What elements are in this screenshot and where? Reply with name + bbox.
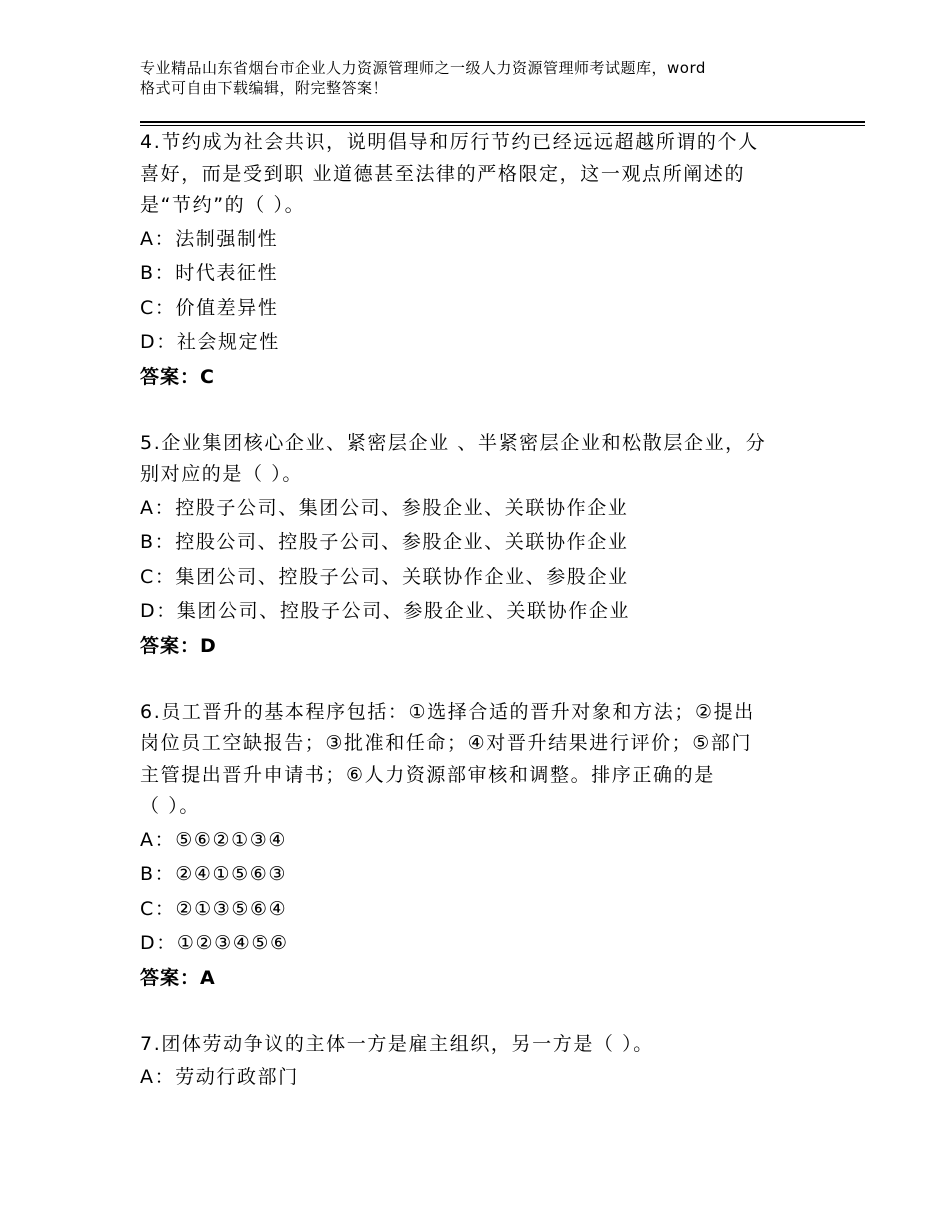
header-line-1: 专业精品山东省烟台市企业人力资源管理师之一级人力资源管理师考试题库，word [140,59,706,77]
question-7 [140,1029,810,1095]
option-b: B：时代表征性 [140,262,279,284]
question-stem-line: 5.企业集团核心企业、紧密层企业 、半紧密层企业和松散层企业，分 [140,431,767,454]
header-rule-thick [140,121,865,123]
question-stem-line: 岗位员工空缺报告；③批准和任命；④对晋升结果进行评价；⑤部门 [140,732,753,754]
answer: 答案：C [140,365,215,388]
question-stem-line: 喜好，而是受到职 业道德甚至法律的严格限定，这一观点所阐述的 [140,162,746,185]
question-spacer [140,995,810,1029]
question-spacer [140,663,810,697]
option-d: D：①②③④⑤⑥ [140,932,289,954]
question-spacer [140,394,810,428]
option-d: D：社会规定性 [140,331,280,353]
question-4 [140,127,810,394]
option-b: B：②④①⑤⑥③ [140,863,288,885]
question-stem-line: 4.节约成为社会共识，说明倡导和厉行节约已经远远超越所谓的个人 [140,131,759,153]
option-a: A：法制强制性 [140,227,279,250]
option-b: B：控股公司、控股子公司、参股企业、关联协作企业 [140,531,629,553]
option-c: C：②①③⑤⑥④ [140,897,288,920]
question-stem-line: 6.员工晋升的基本程序包括：①选择合适的晋升对象和方法；②提出 [140,700,755,723]
question-stem-line: （ ）。 [140,795,200,817]
question-list [140,127,810,1095]
question-6 [140,697,810,995]
question-stem-line: 主管提出晋升申请书；⑥人力资源部审核和调整。排序正确的是 [140,763,715,786]
question-stem-line: 别对应的是（ ）。 [140,463,303,485]
document-header [140,58,830,98]
option-a: A：劳动行政部门 [140,1066,299,1088]
option-a: A：控股子公司、集团公司、参股企业、关联协作企业 [140,496,629,519]
header-line-2: 格式可自由下载编辑，附完整答案！ [140,79,389,97]
option-a: A：⑤⑥②①③④ [140,828,287,851]
header-rule-thin [140,125,865,126]
option-c: C：集团公司、控股子公司、关联协作企业、参股企业 [140,565,629,588]
option-c: C：价值差异性 [140,296,279,319]
answer: 答案：D [140,634,217,657]
question-stem-line: 7.团体劳动争议的主体一方是雇主组织，另一方是（ ）。 [140,1032,654,1055]
answer: 答案：A [140,966,216,989]
question-5 [140,428,810,663]
question-stem-line: 是“节约”的（ ）。 [140,194,306,216]
option-d: D：集团公司、控股子公司、参股企业、关联协作企业 [140,600,631,622]
